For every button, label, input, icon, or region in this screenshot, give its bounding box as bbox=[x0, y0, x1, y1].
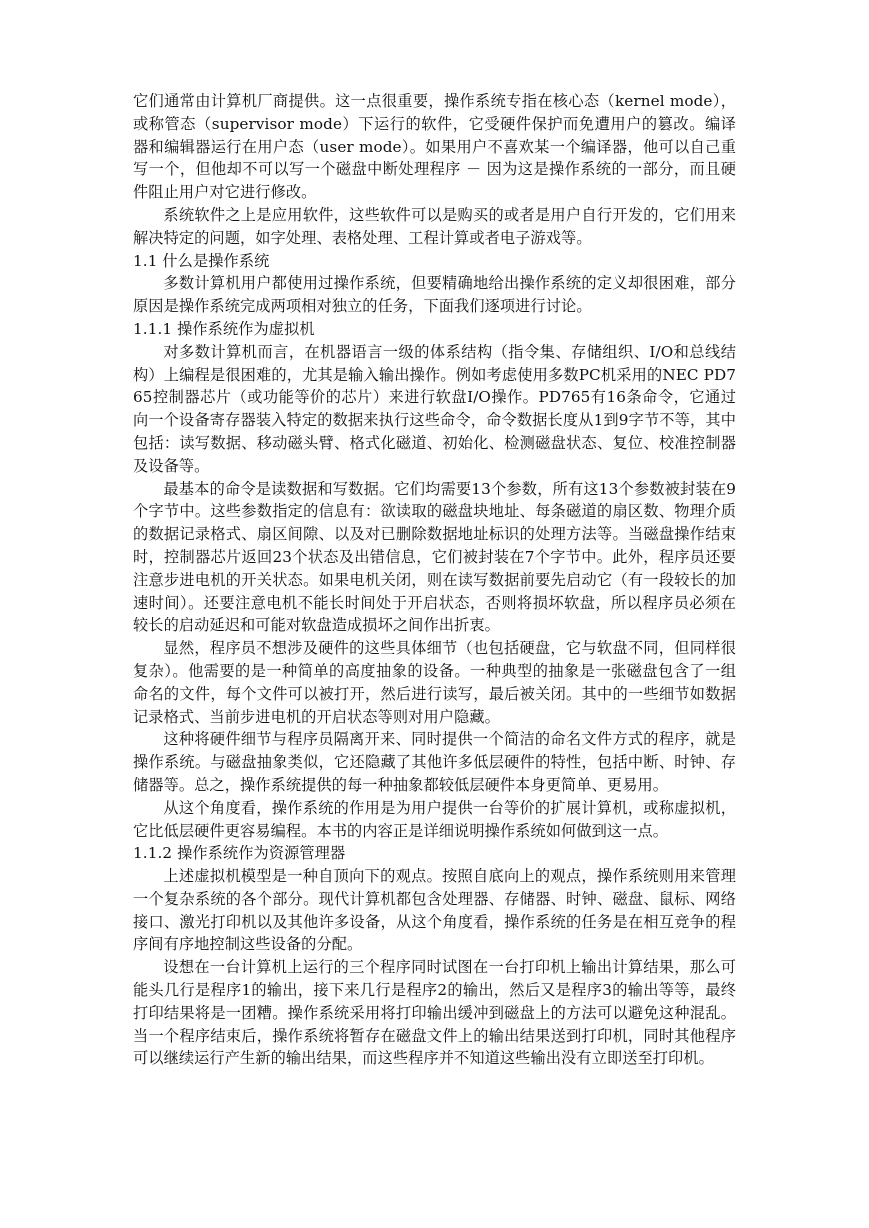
subsection-heading: 1.1.2 操作系统作为资源管理器 bbox=[133, 844, 346, 863]
section-heading: 1.1 什么是操作系统 bbox=[133, 251, 270, 270]
paragraph: 系统软件之上是应用软件，这些软件可以是购买的或者是用户自行开发的，它们用来解决特定的问题，如字处理、表格处理、工程计算或者电子游戏等。 bbox=[133, 205, 736, 247]
paragraph: 从这个角度看，操作系统的作用是为用户提供一台等价的扩展计算机，或称虚拟机，它比低层硬件更容易编程。本书的内容正是详细说明操作系统如何做到这一点。 bbox=[133, 798, 736, 840]
paragraph: 上述虚拟机模型是一种自顶向下的观点。按照自底向上的观点，操作系统则用来管理一个复杂系统的各个部分。现代计算机都包含处理器、存储器、时钟、磁盘、鼠标、网络接口、激光打印机以及其他许多设备，从这个角度看，操作系统的任务是在相互竞争的程序间有序地控制这些设备的分配。 bbox=[133, 867, 736, 954]
document-page bbox=[133, 90, 736, 1070]
paragraph: 显然，程序员不想涉及硬件的这些具体细节（也包括硬盘，它与软盘不同，但同样很复杂）。他需要的是一种简单的高度抽象的设备。一种典型的抽象是一张磁盘包含了一组命名的文件，每个文件可以被打开，然后进行读写，最后被关闭。其中的一些细节如数据记录格式、当前步进电机的开启状态等则对用户隐藏。 bbox=[133, 639, 736, 726]
paragraph: 它们通常由计算机厂商提供。这一点很重要，操作系统专指在核心态（kernel mode），或称管态（supervisor mode）下运行的软件，它受硬件保护而免遭用户的篡改。编译器和编辑器运行在用户态（user mode）。如果用户不喜欢某一个编译器，他可以自己重写一个，但他却不可以写一个磁盘中断处理程序 － 因为这是操作系统的一部分，而且硬件阻止用户对它进行修改。 bbox=[133, 92, 736, 202]
paragraph: 设想在一台计算机上运行的三个程序同时试图在一台打印机上输出计算结果，那么可能头几行是程序1的输出，接下来几行是程序2的输出，然后又是程序3的输出等等，最终打印结果将是一团糟。操作系统采用将打印输出缓冲到磁盘上的方法可以避免这种混乱。当一个程序结束后，操作系统将暂存在磁盘文件上的输出结果送到打印机，同时其他程序可以继续运行产生新的输出结果，而这些程序并不知道这些输出没有立即送至打印机。 bbox=[133, 958, 736, 1068]
paragraph: 对多数计算机而言，在机器语言一级的体系结构（指令集、存储组织、I/O和总线结构）上编程是很困难的，尤其是输入输出操作。例如考虑使用多数PC机采用的NEC PD765控制器芯片（或功能等价的芯片）来进行软盘I/O操作。PD765有16条命令，它通过向一个设备寄存器装入特定的数据来执行这些命令，命令数据长度从1到9字节不等，其中包括：读写数据、移动磁头臂、格式化磁道、初始化、检测磁盘状态、复位、校准控制器及设备等。 bbox=[133, 342, 736, 475]
paragraph: 多数计算机用户都使用过操作系统，但要精确地给出操作系统的定义却很困难，部分原因是操作系统完成两项相对独立的任务，下面我们逐项进行讨论。 bbox=[133, 274, 736, 316]
paragraph: 最基本的命令是读数据和写数据。它们均需要13个参数，所有这13个参数被封装在9个字节中。这些参数指定的信息有：欲读取的磁盘块地址、每条磁道的扇区数、物理介质的数据记录格式、扇区间隙、以及对已删除数据地址标识的处理方法等。当磁盘操作结束时，控制器芯片返回23个状态及出错信息，它们被封装在7个字节中。此外，程序员还要注意步进电机的开关状态。如果电机关闭，则在读写数据前要先启动它（有一段较长的加速时间）。还要注意电机不能长时间处于开启状态，否则将损坏软盘，所以程序员必须在较长的启动延迟和可能对软盘造成损坏之间作出折衷。 bbox=[133, 479, 736, 635]
subsection-heading: 1.1.1 操作系统作为虚拟机 bbox=[133, 319, 315, 338]
paragraph: 这种将硬件细节与程序员隔离开来、同时提供一个简洁的命名文件方式的程序，就是操作系统。与磁盘抽象类似，它还隐藏了其他许多低层硬件的特性，包括中断、时钟、存储器等。总之，操作系统提供的每一种抽象都较低层硬件本身更简单、更易用。 bbox=[133, 730, 736, 794]
